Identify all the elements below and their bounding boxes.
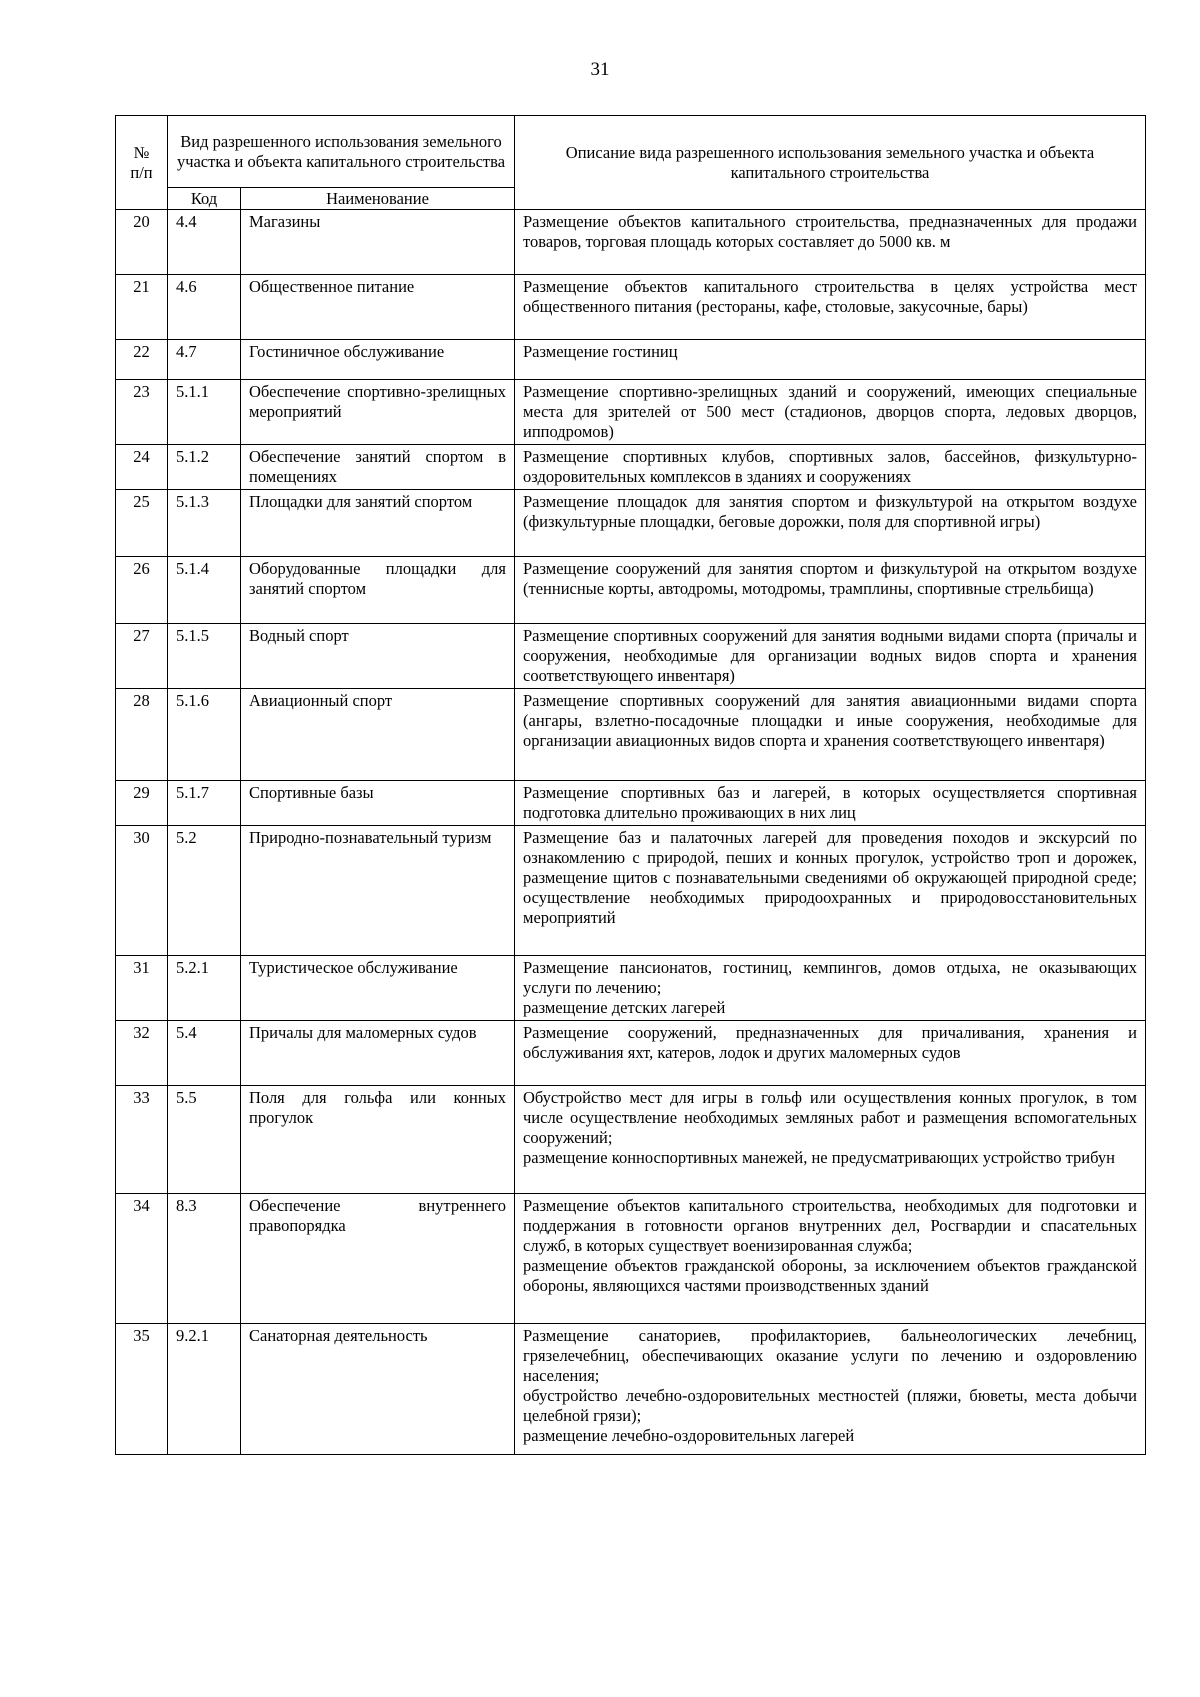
description-paragraph: Размещение сооружений для занятия спортом и физкультурой на открытом воздухе (теннисные корты, автодромы, мотодромы, трамплины, спортивные стрельбища) <box>523 559 1137 598</box>
table-row <box>116 1021 1146 1086</box>
row-description <box>515 380 1146 445</box>
description-paragraph: Размещение гостиниц <box>523 342 678 361</box>
row-code: 5.1.4 <box>168 557 241 624</box>
row-number: 22 <box>116 340 168 380</box>
header-number: № п/п <box>116 116 168 210</box>
row-name: Площадки для занятий спортом <box>241 490 515 557</box>
row-description <box>515 1086 1146 1194</box>
table-row <box>116 781 1146 826</box>
header-description: Описание вида разрешенного использования земельного участка и объекта капитального строительства <box>515 116 1146 210</box>
row-name: Водный спорт <box>241 624 515 689</box>
row-number: 29 <box>116 781 168 826</box>
row-name: Обеспечение внутреннего правопорядка <box>241 1194 515 1324</box>
row-description <box>515 826 1146 956</box>
description-paragraph: размещение конноспортивных манежей, не предусматривающих устройство трибун <box>523 1148 1115 1167</box>
row-number: 27 <box>116 624 168 689</box>
row-description <box>515 1021 1146 1086</box>
row-description <box>515 1324 1146 1455</box>
row-description <box>515 340 1146 380</box>
row-description <box>515 275 1146 340</box>
row-code: 5.2 <box>168 826 241 956</box>
description-paragraph: Размещение спортивных сооружений для занятия авиационными видами спорта (ангары, взлетно-посадочные площадки и иные сооружения, необходимые для организации авиационных видов спорта и хранения соответствующего инвентаря) <box>523 691 1137 750</box>
row-name: Спортивные базы <box>241 781 515 826</box>
header-type-group: Вид разрешенного использования земельного участка и объекта капитального строительства <box>168 116 515 188</box>
table-body <box>116 210 1146 1455</box>
description-paragraph: Размещение спортивных сооружений для занятия водными видами спорта (причалы и сооружения, необходимые для организации водных видов спорта и хранения соответствующего инвентаря) <box>523 626 1137 685</box>
table-row <box>116 380 1146 445</box>
table-row <box>116 275 1146 340</box>
row-number: 25 <box>116 490 168 557</box>
row-code: 5.1.5 <box>168 624 241 689</box>
description-paragraph: Размещение пансионатов, гостиниц, кемпингов, домов отдыха, не оказывающих услуги по лечению; <box>523 958 1137 997</box>
row-code: 5.4 <box>168 1021 241 1086</box>
row-number: 23 <box>116 380 168 445</box>
row-name: Обеспечение занятий спортом в помещениях <box>241 445 515 490</box>
table-row <box>116 340 1146 380</box>
row-number: 20 <box>116 210 168 275</box>
table-row <box>116 624 1146 689</box>
table-row <box>116 490 1146 557</box>
row-code: 5.1.3 <box>168 490 241 557</box>
row-description <box>515 210 1146 275</box>
row-number: 21 <box>116 275 168 340</box>
row-code: 5.2.1 <box>168 956 241 1021</box>
row-number: 24 <box>116 445 168 490</box>
row-number: 31 <box>116 956 168 1021</box>
row-code: 9.2.1 <box>168 1324 241 1455</box>
land-use-table <box>115 115 1146 1455</box>
description-paragraph: Размещение сооружений, предназначенных для причаливания, хранения и обслуживания яхт, катеров, лодок и других маломерных судов <box>523 1023 1137 1062</box>
table-row <box>116 210 1146 275</box>
row-name: Санаторная деятельность <box>241 1324 515 1455</box>
description-paragraph: обустройство лечебно-оздоровительных местностей (пляжи, бюветы, места добычи целебной грязи); <box>523 1386 1137 1425</box>
table-row <box>116 826 1146 956</box>
description-paragraph: Размещение объектов капитального строительства, предназначенных для продажи товаров, торговая площадь которых составляет до 5000 кв. м <box>523 212 1137 251</box>
header-name: Наименование <box>241 188 515 210</box>
row-code: 4.4 <box>168 210 241 275</box>
row-description <box>515 689 1146 781</box>
row-description <box>515 490 1146 557</box>
row-name: Авиационный спорт <box>241 689 515 781</box>
row-number: 26 <box>116 557 168 624</box>
description-paragraph: Размещение объектов капитального строительства, необходимых для подготовки и поддержания в готовности органов внутренних дел, Росгвардии и спасательных служб, в которых существует военизированная служба; <box>523 1196 1137 1255</box>
description-paragraph: Размещение спортивных баз и лагерей, в которых осуществляется спортивная подготовка длительно проживающих в них лиц <box>523 783 1137 822</box>
row-description <box>515 1194 1146 1324</box>
row-description <box>515 445 1146 490</box>
header-code: Код <box>168 188 241 210</box>
row-name: Общественное питание <box>241 275 515 340</box>
description-paragraph: Размещение спортивных клубов, спортивных залов, бассейнов, физкультурно-оздоровительных комплексов в зданиях и сооружениях <box>523 447 1137 486</box>
row-code: 5.1.6 <box>168 689 241 781</box>
row-name: Туристическое обслуживание <box>241 956 515 1021</box>
table-row <box>116 445 1146 490</box>
row-code: 4.6 <box>168 275 241 340</box>
description-paragraph: размещение детских лагерей <box>523 998 726 1017</box>
table-row <box>116 1086 1146 1194</box>
row-code: 5.1.7 <box>168 781 241 826</box>
row-code: 8.3 <box>168 1194 241 1324</box>
row-description <box>515 956 1146 1021</box>
row-name: Обеспечение спортивно-зрелищных мероприятий <box>241 380 515 445</box>
description-paragraph: размещение лечебно-оздоровительных лагерей <box>523 1426 855 1445</box>
description-paragraph: Размещение объектов капитального строительства в целях устройства мест общественного питания (рестораны, кафе, столовые, закусочные, бары) <box>523 277 1137 316</box>
table-row <box>116 1324 1146 1455</box>
description-paragraph: Обустройство мест для игры в гольф или осуществления конных прогулок, в том числе осуществление необходимых земляных работ и размещения вспомогательных сооружений; <box>523 1088 1137 1147</box>
page-number: 31 <box>590 59 610 80</box>
description-paragraph: Размещение площадок для занятия спортом и физкультурой на открытом воздухе (физкультурные площадки, беговые дорожки, поля для спортивной игры) <box>523 492 1137 531</box>
row-name: Причалы для маломерных судов <box>241 1021 515 1086</box>
row-number: 30 <box>116 826 168 956</box>
description-paragraph: Размещение санаториев, профилакториев, бальнеологических лечебниц, грязелечебниц, обеспечивающих оказание услуги по лечению и оздоровлению населения; <box>523 1326 1137 1385</box>
row-description <box>515 781 1146 826</box>
row-name: Природно-познавательный туризм <box>241 826 515 956</box>
table-row <box>116 689 1146 781</box>
row-number: 32 <box>116 1021 168 1086</box>
row-code: 5.1.2 <box>168 445 241 490</box>
row-number: 34 <box>116 1194 168 1324</box>
table-row <box>116 956 1146 1021</box>
description-paragraph: размещение объектов гражданской обороны, за исключением объектов гражданской обороны, являющихся частями производственных зданий <box>523 1256 1137 1295</box>
row-code: 4.7 <box>168 340 241 380</box>
table-row <box>116 557 1146 624</box>
description-paragraph: Размещение баз и палаточных лагерей для проведения походов и экскурсий по ознакомлению с природой, пеших и конных прогулок, устройство троп и дорожек, размещение щитов с познавательными сведениями об окружающей природной среде; <box>523 828 1137 887</box>
row-code: 5.1.1 <box>168 380 241 445</box>
row-number: 33 <box>116 1086 168 1194</box>
row-description <box>515 624 1146 689</box>
table-row <box>116 1194 1146 1324</box>
row-code: 5.5 <box>168 1086 241 1194</box>
description-paragraph: осуществление необходимых природоохранных и природовосстановительных мероприятий <box>523 888 1137 927</box>
row-name: Гостиничное обслуживание <box>241 340 515 380</box>
table-header <box>116 116 1146 210</box>
row-name: Магазины <box>241 210 515 275</box>
row-name: Поля для гольфа или конных прогулок <box>241 1086 515 1194</box>
description-paragraph: Размещение спортивно-зрелищных зданий и сооружений, имеющих специальные места для зрителей от 500 мест (стадионов, дворцов спорта, ледовых дворцов, ипподромов) <box>523 382 1137 441</box>
row-number: 35 <box>116 1324 168 1455</box>
row-name: Оборудованные площадки для занятий спортом <box>241 557 515 624</box>
row-description <box>515 557 1146 624</box>
row-number: 28 <box>116 689 168 781</box>
